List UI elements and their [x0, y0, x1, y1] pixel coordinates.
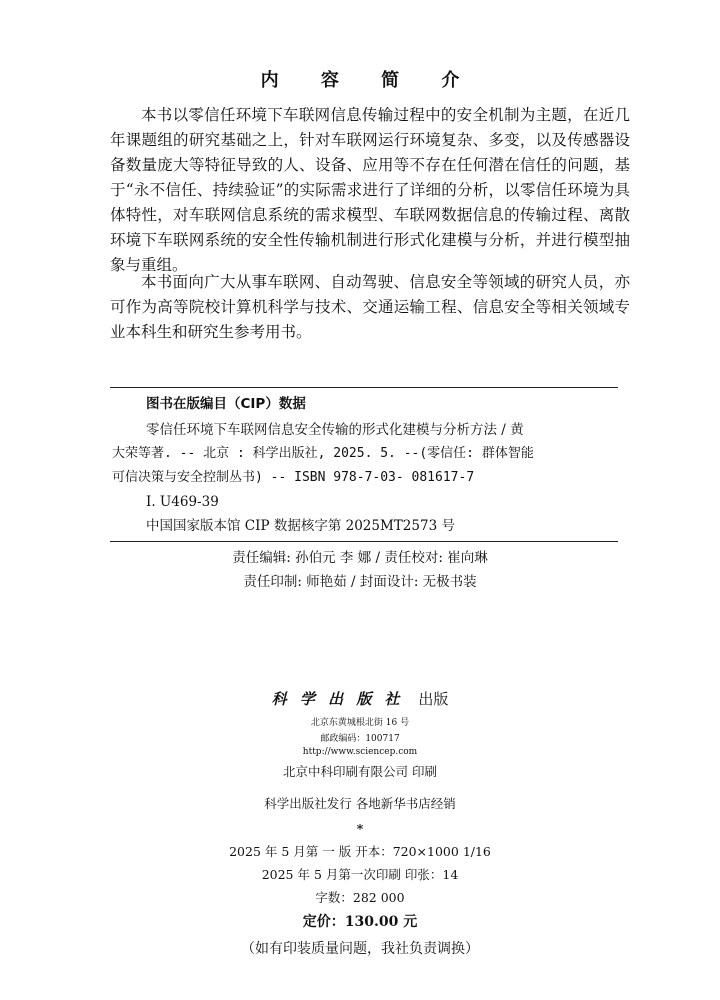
publisher-logo: 科 学 出 版 社 — [271, 690, 404, 708]
cip-heading: 图书在版编目（CIP）数据 — [146, 396, 306, 412]
editors-line-1: 责任编辑: 孙伯元 李 娜 / 责任校对: 崔向琳 — [232, 550, 488, 566]
cip-line-2: 大荣等著. -- 北京 : 科学出版社, 2025. 5. --(零信任: 群体智能 — [112, 446, 534, 461]
intro-paragraph-1: 本书以零信任环境下车联网信息传输过程中的安全机制为主题，在近几年课题组的研究基础之上，针对车联网运行环境复杂、多变，以及传感器设备数量庞大等特征导致的人、设备、应用等不存在任何潜在信任的问题，基于“永不信任、持续验证”的实际需求进行了详细的分析，以零信任环境为具体特性，对车联网信息系统的需求模型、车联网数据信息的传输过程、离散环境下车联网系统的安全性传输机制进行形式化建模与分析，并进行模型抽象与重组。 — [110, 106, 630, 274]
cip-line-1: 零信任环境下车联网信息安全传输的形式化建模与分析方法 / 黄 — [146, 422, 524, 438]
publisher-block — [0, 688, 720, 757]
cip-line-5: 中国国家版本馆 CIP 数据核字第 2025MT2573 号 — [146, 518, 455, 534]
word-count: 字数：282 000 — [315, 890, 405, 905]
publisher-address: 北京东黄城根北街 16 号 — [310, 718, 410, 728]
distribution: 科学出版社发行 各地新华书店经销 — [264, 796, 456, 811]
cip-line-3: 可信决策与安全控制丛书) -- ISBN 978-7-03- 081617-7 — [112, 470, 475, 485]
quality-notice: （如有印装质量问题，我社负责调换） — [241, 941, 479, 957]
publish-word: 出版 — [418, 690, 449, 708]
intro-paragraph-2: 本书面向广大从事车联网、自动驾驶、信息安全等领域的研究人员，亦可作为高等院校计算机科学与技术、交通运输工程、信息安全等相关领域专业本科生和研究生参考用书。 — [110, 273, 630, 341]
editors-block — [0, 546, 720, 594]
cip-block — [112, 392, 632, 538]
cip-line-4: Ⅰ. U469-39 — [146, 494, 219, 510]
publisher-line — [0, 688, 720, 709]
editors-line-2: 责任印制: 师艳茹 / 封面设计: 无极书装 — [243, 574, 477, 590]
separator: * — [356, 821, 364, 836]
cip-top-rule — [110, 387, 618, 388]
publisher-website: http://www.sciencep.com — [302, 747, 418, 757]
printer: 北京中科印刷有限公司 印刷 — [283, 764, 437, 779]
imprint-block — [0, 760, 720, 961]
cip-bottom-rule — [110, 541, 618, 542]
page-title: 内 容 简 介 — [260, 70, 478, 91]
publisher-postcode: 邮政编码：100717 — [320, 734, 400, 744]
price: 定价：130.00 元 — [302, 914, 418, 930]
printing: 2025 年 5 月第一次印刷 印张：14 — [261, 867, 459, 882]
edition: 2025 年 5 月第 一 版 开本：720×1000 1/16 — [229, 844, 491, 859]
